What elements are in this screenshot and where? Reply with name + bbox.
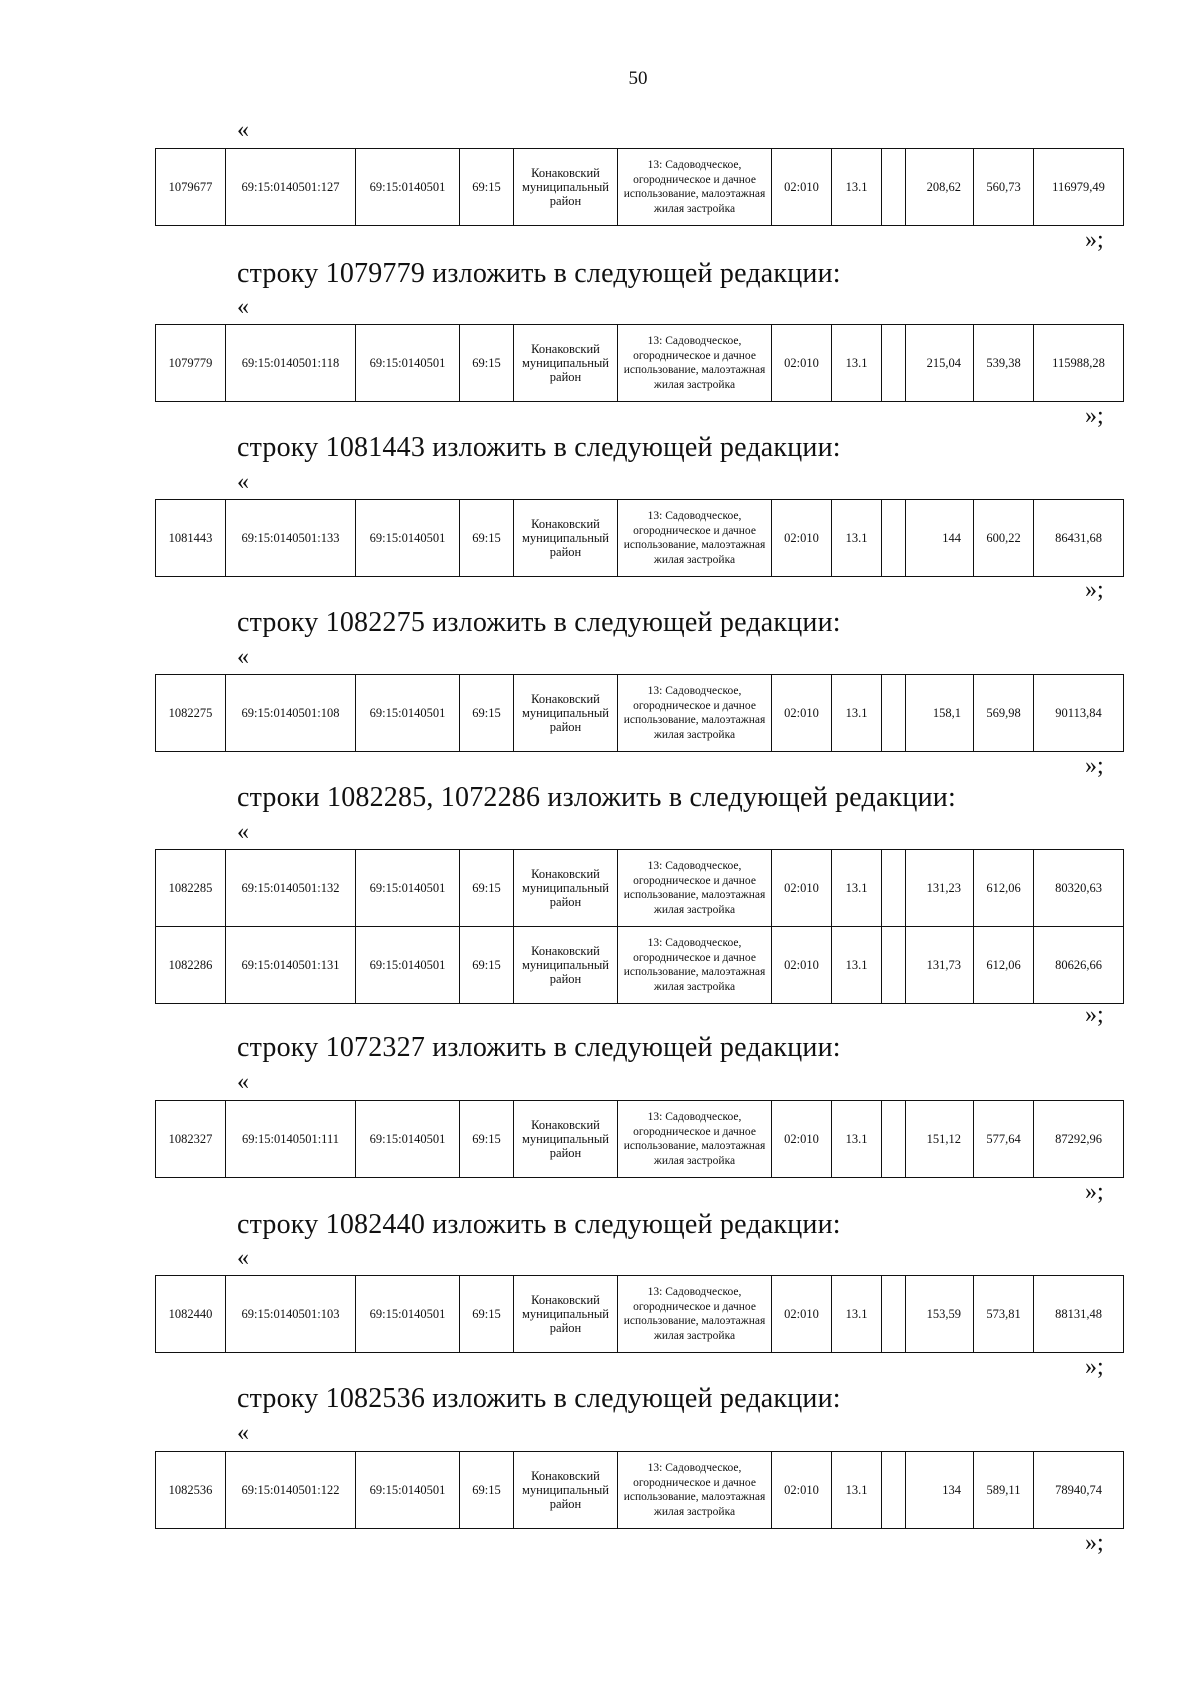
closing-quote: »; <box>1085 1530 1104 1556</box>
closing-quote: »; <box>1085 1354 1104 1380</box>
rate-cell: 539,38 <box>974 325 1034 402</box>
use-code-cell: 02:010 <box>772 1276 832 1353</box>
use-code-cell: 02:010 <box>772 1101 832 1178</box>
opening-quote: « <box>237 644 249 670</box>
area-cell: 158,1 <box>906 675 974 752</box>
cadastral-value-cell: 90113,84 <box>1034 675 1124 752</box>
amendment-heading: строку 1079779 изложить в следующей редакции: <box>237 258 841 289</box>
district-code-cell: 69:15 <box>460 1101 514 1178</box>
record-table <box>155 1451 1124 1529</box>
rate-cell: 569,98 <box>974 675 1034 752</box>
area-cell: 151,12 <box>906 1101 974 1178</box>
land-use-cell: 13: Садоводческое, огородническое и дачное использование, малоэтажная жилая застройка <box>618 850 772 927</box>
group-cell: 13.1 <box>832 500 882 577</box>
empty-cell <box>882 149 906 226</box>
empty-cell <box>882 500 906 577</box>
rate-cell: 612,06 <box>974 850 1034 927</box>
land-use-cell: 13: Садоводческое, огородническое и дачное использование, малоэтажная жилая застройка <box>618 1452 772 1529</box>
empty-cell <box>882 1276 906 1353</box>
land-use-cell: 13: Садоводческое, огородническое и дачное использование, малоэтажная жилая застройка <box>618 149 772 226</box>
district-code-cell: 69:15 <box>460 1276 514 1353</box>
rate-cell: 600,22 <box>974 500 1034 577</box>
empty-cell <box>882 675 906 752</box>
group-cell: 13.1 <box>832 675 882 752</box>
record-table <box>155 674 1124 752</box>
district-cell: Конаковский муниципальный район <box>514 675 618 752</box>
land-use-cell: 13: Садоводческое, огородническое и дачное использование, малоэтажная жилая застройка <box>618 1101 772 1178</box>
cadastral-value-cell: 78940,74 <box>1034 1452 1124 1529</box>
land-use-cell: 13: Садоводческое, огородническое и дачное использование, малоэтажная жилая застройка <box>618 1276 772 1353</box>
area-cell: 215,04 <box>906 325 974 402</box>
cadastral-value-cell: 80320,63 <box>1034 850 1124 927</box>
record-table <box>155 1275 1124 1353</box>
opening-quote: « <box>237 117 249 143</box>
district-code-cell: 69:15 <box>460 850 514 927</box>
district-cell: Конаковский муниципальный район <box>514 325 618 402</box>
closing-quote: »; <box>1085 753 1104 779</box>
cadastral-number-cell: 69:15:0140501:122 <box>226 1452 356 1529</box>
record-table <box>155 849 1124 1004</box>
group-cell: 13.1 <box>832 850 882 927</box>
amendment-heading: строку 1082275 изложить в следующей редакции: <box>237 607 841 638</box>
table-row <box>156 927 1124 1004</box>
land-use-cell: 13: Садоводческое, огородническое и дачное использование, малоэтажная жилая застройка <box>618 675 772 752</box>
cadastral-block-cell: 69:15:0140501 <box>356 927 460 1004</box>
use-code-cell: 02:010 <box>772 675 832 752</box>
cadastral-block-cell: 69:15:0140501 <box>356 325 460 402</box>
row-id-cell: 1082440 <box>156 1276 226 1353</box>
rate-cell: 560,73 <box>974 149 1034 226</box>
cadastral-value-cell: 80626,66 <box>1034 927 1124 1004</box>
group-cell: 13.1 <box>832 927 882 1004</box>
district-cell: Конаковский муниципальный район <box>514 1101 618 1178</box>
district-code-cell: 69:15 <box>460 325 514 402</box>
cadastral-block-cell: 69:15:0140501 <box>356 1276 460 1353</box>
cadastral-number-cell: 69:15:0140501:111 <box>226 1101 356 1178</box>
area-cell: 153,59 <box>906 1276 974 1353</box>
record-table <box>155 499 1124 577</box>
land-use-cell: 13: Садоводческое, огородническое и дачное использование, малоэтажная жилая застройка <box>618 500 772 577</box>
opening-quote: « <box>237 1069 249 1095</box>
cadastral-number-cell: 69:15:0140501:133 <box>226 500 356 577</box>
use-code-cell: 02:010 <box>772 850 832 927</box>
record-table <box>155 1100 1124 1178</box>
empty-cell <box>882 850 906 927</box>
row-id-cell: 1082275 <box>156 675 226 752</box>
use-code-cell: 02:010 <box>772 927 832 1004</box>
use-code-cell: 02:010 <box>772 325 832 402</box>
district-code-cell: 69:15 <box>460 149 514 226</box>
empty-cell <box>882 1452 906 1529</box>
row-id-cell: 1082286 <box>156 927 226 1004</box>
cadastral-number-cell: 69:15:0140501:132 <box>226 850 356 927</box>
opening-quote: « <box>237 469 249 495</box>
closing-quote: »; <box>1085 1002 1104 1028</box>
group-cell: 13.1 <box>832 149 882 226</box>
row-id-cell: 1081443 <box>156 500 226 577</box>
opening-quote: « <box>237 294 249 320</box>
table-row <box>156 325 1124 402</box>
use-code-cell: 02:010 <box>772 500 832 577</box>
cadastral-block-cell: 69:15:0140501 <box>356 675 460 752</box>
district-cell: Конаковский муниципальный район <box>514 149 618 226</box>
land-use-cell: 13: Садоводческое, огородническое и дачное использование, малоэтажная жилая застройка <box>618 325 772 402</box>
closing-quote: »; <box>1085 577 1104 603</box>
area-cell: 131,73 <box>906 927 974 1004</box>
cadastral-number-cell: 69:15:0140501:118 <box>226 325 356 402</box>
table-row <box>156 850 1124 927</box>
district-code-cell: 69:15 <box>460 1452 514 1529</box>
empty-cell <box>882 325 906 402</box>
opening-quote: « <box>237 1245 249 1271</box>
rate-cell: 573,81 <box>974 1276 1034 1353</box>
amendment-heading: строку 1082440 изложить в следующей редакции: <box>237 1209 841 1240</box>
rate-cell: 589,11 <box>974 1452 1034 1529</box>
cadastral-number-cell: 69:15:0140501:108 <box>226 675 356 752</box>
district-cell: Конаковский муниципальный район <box>514 1276 618 1353</box>
area-cell: 134 <box>906 1452 974 1529</box>
group-cell: 13.1 <box>832 1276 882 1353</box>
cadastral-block-cell: 69:15:0140501 <box>356 1452 460 1529</box>
row-id-cell: 1082285 <box>156 850 226 927</box>
district-cell: Конаковский муниципальный район <box>514 1452 618 1529</box>
cadastral-number-cell: 69:15:0140501:127 <box>226 149 356 226</box>
area-cell: 208,62 <box>906 149 974 226</box>
row-id-cell: 1079779 <box>156 325 226 402</box>
row-id-cell: 1082327 <box>156 1101 226 1178</box>
row-id-cell: 1082536 <box>156 1452 226 1529</box>
land-use-cell: 13: Садоводческое, огородническое и дачное использование, малоэтажная жилая застройка <box>618 927 772 1004</box>
opening-quote: « <box>237 1420 249 1446</box>
cadastral-block-cell: 69:15:0140501 <box>356 149 460 226</box>
district-code-cell: 69:15 <box>460 927 514 1004</box>
cadastral-value-cell: 86431,68 <box>1034 500 1124 577</box>
use-code-cell: 02:010 <box>772 1452 832 1529</box>
amendment-heading: строки 1082285, 1072286 изложить в следующей редакции: <box>237 782 956 813</box>
group-cell: 13.1 <box>832 325 882 402</box>
district-cell: Конаковский муниципальный район <box>514 927 618 1004</box>
rate-cell: 577,64 <box>974 1101 1034 1178</box>
group-cell: 13.1 <box>832 1452 882 1529</box>
table-row <box>156 500 1124 577</box>
row-id-cell: 1079677 <box>156 149 226 226</box>
cadastral-value-cell: 115988,28 <box>1034 325 1124 402</box>
table-row <box>156 1101 1124 1178</box>
cadastral-number-cell: 69:15:0140501:103 <box>226 1276 356 1353</box>
cadastral-value-cell: 88131,48 <box>1034 1276 1124 1353</box>
record-table <box>155 148 1124 226</box>
cadastral-block-cell: 69:15:0140501 <box>356 850 460 927</box>
cadastral-value-cell: 116979,49 <box>1034 149 1124 226</box>
closing-quote: »; <box>1085 1179 1104 1205</box>
record-table <box>155 324 1124 402</box>
table-row <box>156 149 1124 226</box>
district-cell: Конаковский муниципальный район <box>514 850 618 927</box>
table-row <box>156 1452 1124 1529</box>
empty-cell <box>882 927 906 1004</box>
cadastral-block-cell: 69:15:0140501 <box>356 500 460 577</box>
district-code-cell: 69:15 <box>460 500 514 577</box>
opening-quote: « <box>237 819 249 845</box>
rate-cell: 612,06 <box>974 927 1034 1004</box>
closing-quote: »; <box>1085 227 1104 253</box>
area-cell: 144 <box>906 500 974 577</box>
page-number: 50 <box>628 68 648 89</box>
district-code-cell: 69:15 <box>460 675 514 752</box>
table-row <box>156 675 1124 752</box>
cadastral-block-cell: 69:15:0140501 <box>356 1101 460 1178</box>
district-cell: Конаковский муниципальный район <box>514 500 618 577</box>
amendment-heading: строку 1081443 изложить в следующей редакции: <box>237 432 841 463</box>
cadastral-number-cell: 69:15:0140501:131 <box>226 927 356 1004</box>
closing-quote: »; <box>1085 403 1104 429</box>
amendment-heading: строку 1072327 изложить в следующей редакции: <box>237 1032 841 1063</box>
area-cell: 131,23 <box>906 850 974 927</box>
amendment-heading: строку 1082536 изложить в следующей редакции: <box>237 1383 841 1414</box>
empty-cell <box>882 1101 906 1178</box>
group-cell: 13.1 <box>832 1101 882 1178</box>
use-code-cell: 02:010 <box>772 149 832 226</box>
table-row <box>156 1276 1124 1353</box>
cadastral-value-cell: 87292,96 <box>1034 1101 1124 1178</box>
